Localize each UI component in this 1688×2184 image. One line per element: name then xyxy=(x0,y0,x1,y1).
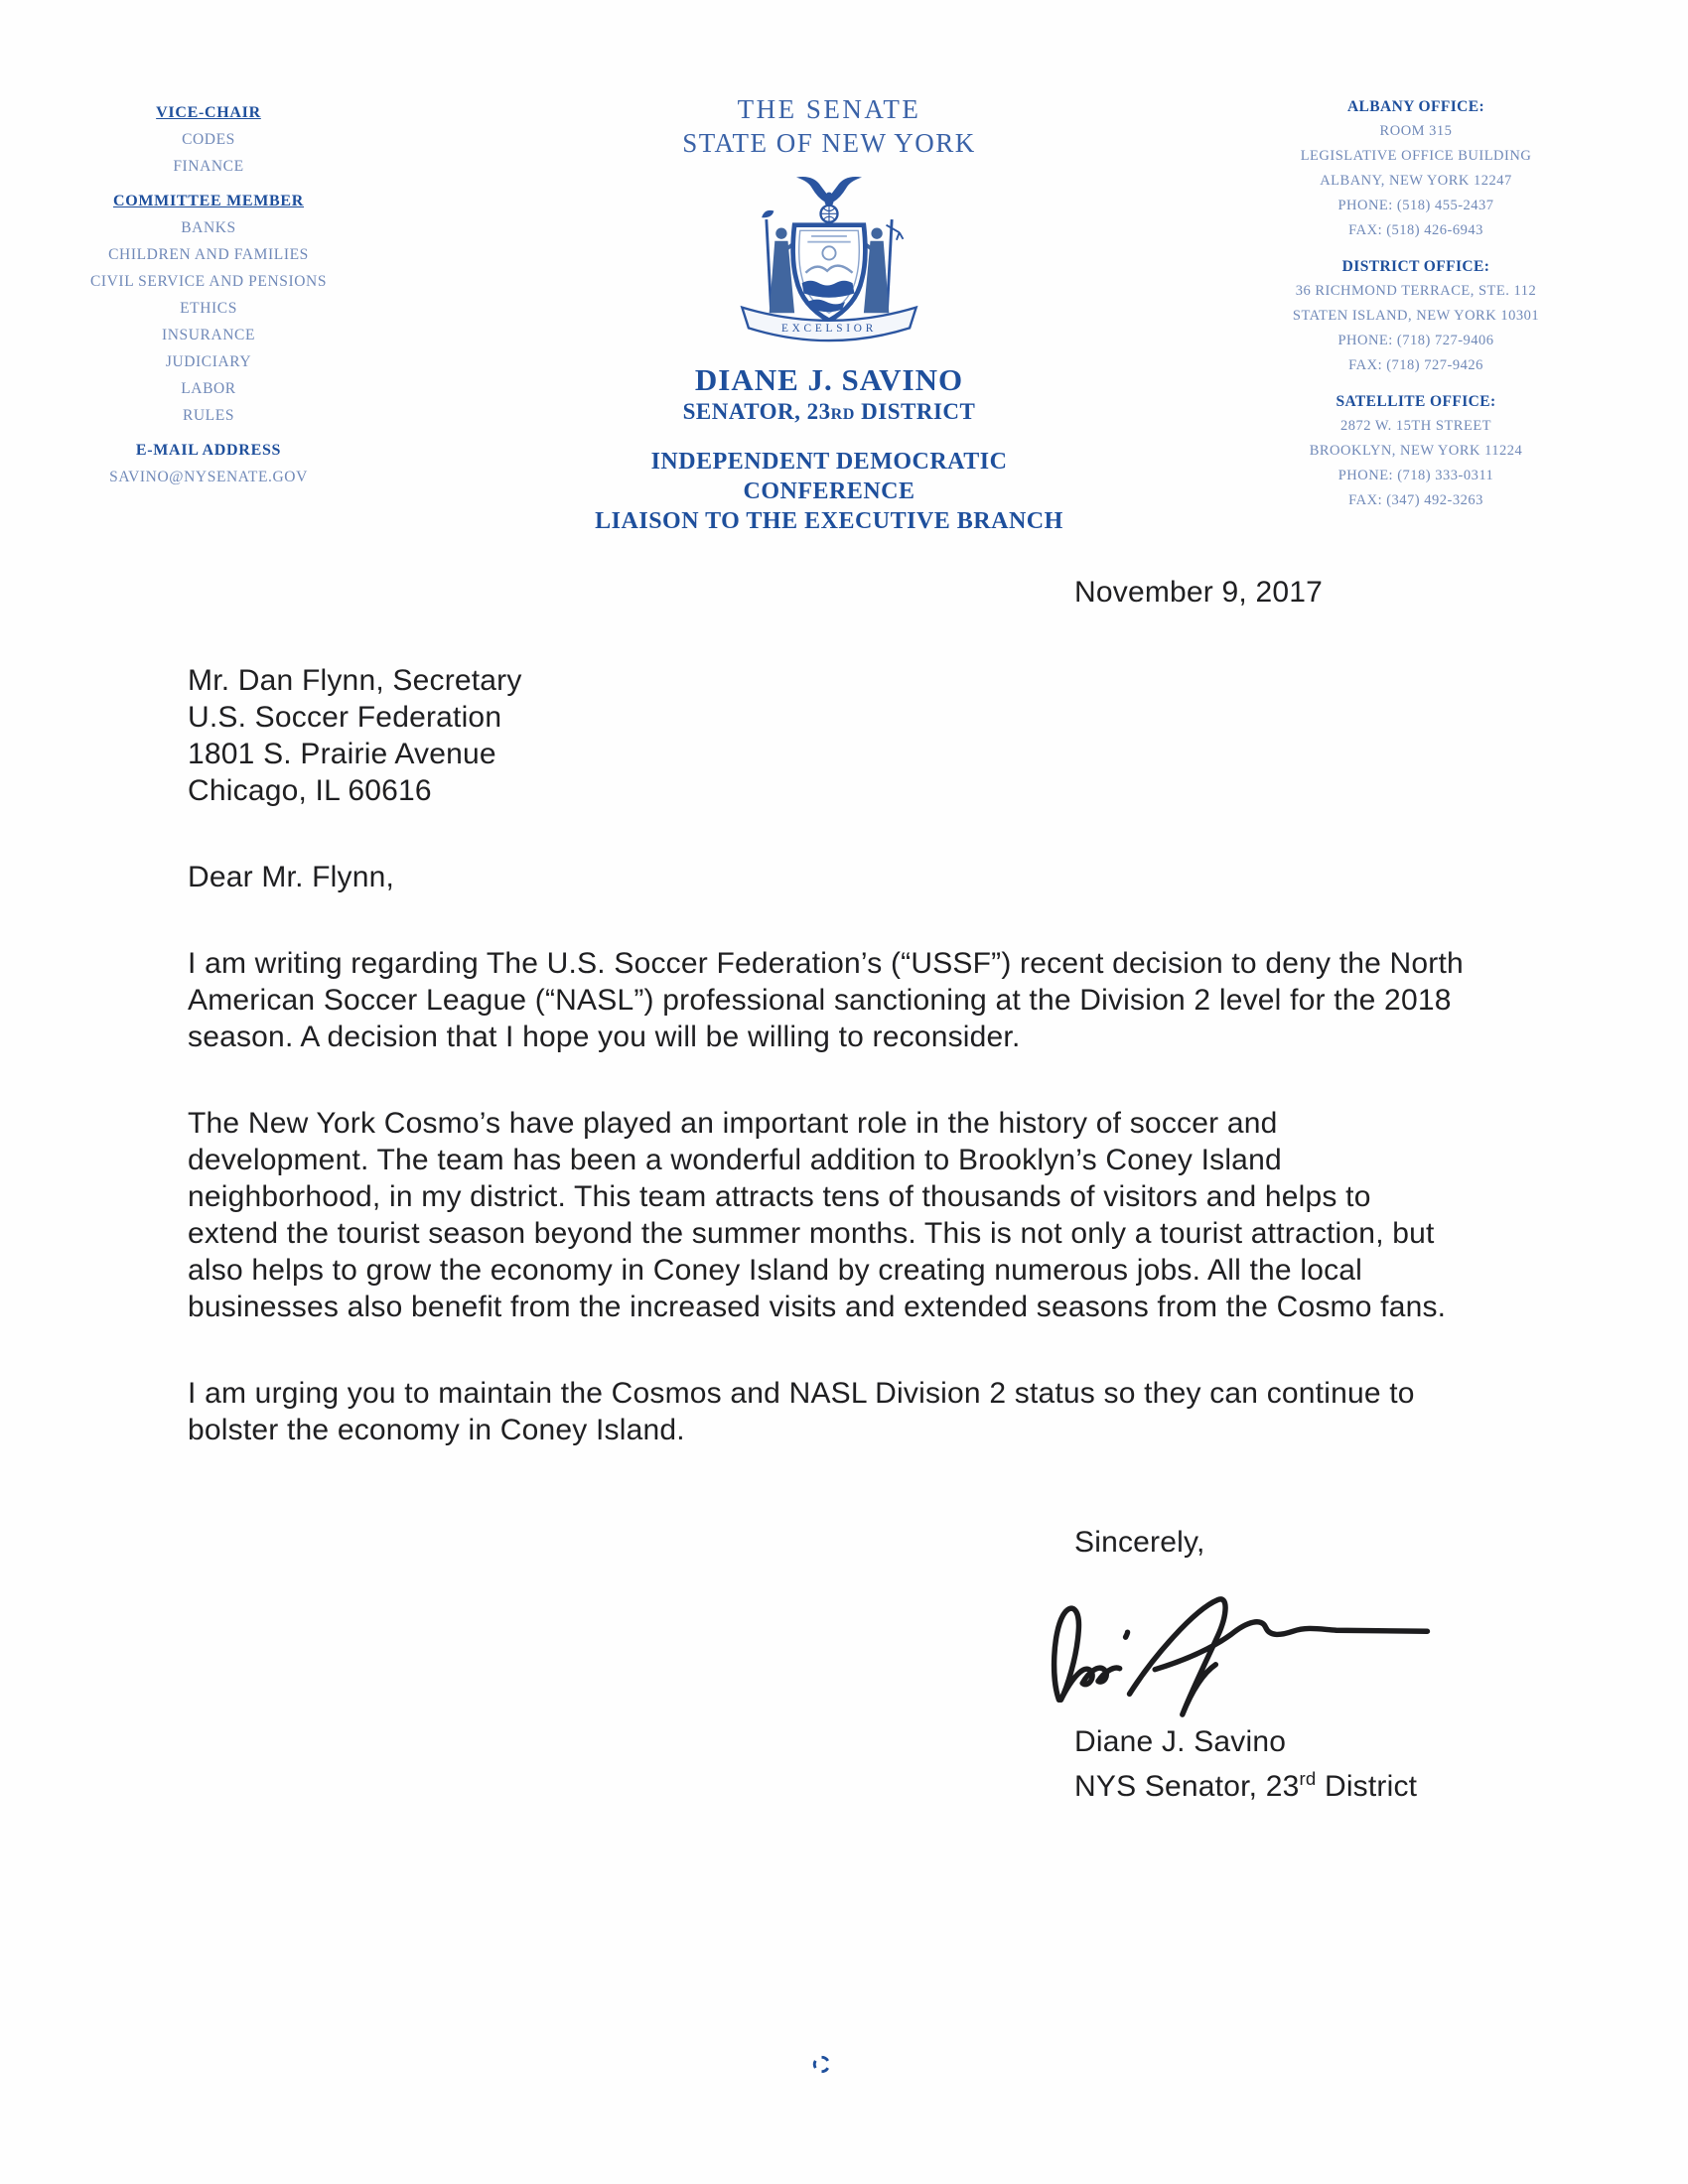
title-ordinal: rd xyxy=(1299,1768,1317,1789)
office-line: 2872 W. 15TH STREET xyxy=(1339,418,1492,434)
title-suffix: District xyxy=(1316,1770,1418,1803)
office-line: ROOM 315 xyxy=(1379,123,1453,139)
committee-item: FINANCE xyxy=(173,158,244,175)
title-prefix: NYS Senator, 23 xyxy=(1074,1770,1300,1803)
committee-item: BANKS xyxy=(181,219,236,236)
paragraph-3: I am urging you to maintain the Cosmos and NASL Division 2 status so they can continue to bolster the economy in Coney Island. xyxy=(188,1377,1415,1446)
committee-item: CHILDREN AND FAMILIES xyxy=(108,246,309,263)
signature-name: Diane J. Savino xyxy=(1074,1725,1287,1758)
paragraph-1: I am writing regarding The U.S. Soccer Federation’s (“USSF”) recent decision to deny the North American Soccer League (“NASL”) professional sanctioning at the Division 2 level for the 2018 season. A decision that I hope you will be willing to reconsider. xyxy=(188,947,1464,1053)
office-line: STATEN ISLAND, NEW YORK 10301 xyxy=(1292,308,1540,324)
handwritten-signature xyxy=(1033,1574,1450,1721)
district-office-block xyxy=(1249,254,1583,378)
albany-office-block xyxy=(1249,94,1583,243)
office-heading: DISTRICT OFFICE: xyxy=(1341,258,1490,275)
committee-member-heading: COMMITTEE MEMBER xyxy=(112,193,305,209)
office-line: FAX: (347) 492-3263 xyxy=(1348,492,1483,508)
recipient-line: Mr. Dan Flynn, Secretary xyxy=(188,664,522,697)
office-line: LEGISLATIVE OFFICE BUILDING xyxy=(1300,148,1532,164)
recipient-line: 1801 S. Prairie Avenue xyxy=(188,738,496,770)
senator-district-line xyxy=(584,398,1074,429)
senate-title: THE SENATE xyxy=(737,94,921,124)
committee-item: LABOR xyxy=(181,380,236,397)
office-line: 36 RICHMOND TERRACE, STE. 112 xyxy=(1295,283,1537,299)
shield xyxy=(793,225,866,321)
office-heading: SATELLITE OFFICE: xyxy=(1336,393,1496,410)
committee-item: ETHICS xyxy=(180,300,237,317)
office-line: FAX: (718) 727-9426 xyxy=(1348,357,1483,373)
state-title: STATE OF NEW YORK xyxy=(682,128,976,158)
district-prefix: SENATOR, 23 xyxy=(682,399,831,424)
justice-figure xyxy=(861,219,903,313)
committee-item: CIVIL SERVICE AND PENSIONS xyxy=(89,273,328,290)
district-ordinal: RD xyxy=(830,406,855,423)
office-line: PHONE: (718) 727-9406 xyxy=(1337,333,1494,348)
letter-date: November 9, 2017 xyxy=(1074,576,1324,609)
conference-line: INDEPENDENT DEMOCRATIC CONFERENCE xyxy=(650,449,1008,504)
letter-body xyxy=(188,574,1464,1805)
liaison-line: LIAISON TO THE EXECUTIVE BRANCH xyxy=(595,508,1063,534)
recipient-address xyxy=(188,662,1464,809)
eagle-icon xyxy=(796,177,862,222)
office-line: BROOKLYN, NEW YORK 11224 xyxy=(1309,443,1523,459)
seal-motto-text: EXCELSIOR xyxy=(780,323,878,336)
paragraph-2: The New York Cosmo’s have played an important role in the history of soccer and development. The team has been a wonderful addition to Brooklyn’s Coney Island neighborhood, in my district. This team attracts tens of thousands of visitors and helps to extend the tourist season beyond the summer months. This is not only a tourist attraction, but also helps to grow the economy in Coney Island by creating numerous jobs. All the local businesses also benefit from the increased visits and extended seasons from the Cosmo fans. xyxy=(188,1107,1447,1323)
office-heading: ALBANY OFFICE: xyxy=(1346,98,1485,115)
closing-block xyxy=(1074,1524,1464,1805)
letterhead-center xyxy=(584,93,1074,536)
signature-title xyxy=(1074,1760,1464,1805)
closing-word: Sincerely, xyxy=(1074,1526,1205,1559)
office-line: PHONE: (518) 455-2437 xyxy=(1337,198,1494,213)
salutation: Dear Mr. Flynn, xyxy=(188,861,395,893)
vice-chair-heading: VICE-CHAIR xyxy=(156,104,261,121)
office-line: FAX: (518) 426-6943 xyxy=(1348,222,1483,238)
recipient-line: Chicago, IL 60616 xyxy=(188,774,432,807)
email-address: SAVINO@NYSENATE.GOV xyxy=(109,469,308,485)
office-list xyxy=(1249,94,1583,524)
ny-state-coat-of-arms-icon xyxy=(731,167,927,354)
office-line: PHONE: (718) 333-0311 xyxy=(1337,468,1494,483)
committee-item: INSURANCE xyxy=(161,327,256,343)
committee-item: CODES xyxy=(182,131,235,148)
recycle-icon xyxy=(810,2053,833,2076)
committee-item: RULES xyxy=(182,407,235,424)
senator-name: DIANE J. SAVINO xyxy=(694,362,964,397)
email-address-heading: E-MAIL ADDRESS xyxy=(135,442,282,459)
office-line: ALBANY, NEW YORK 12247 xyxy=(1320,173,1512,189)
committee-item: JUDICIARY xyxy=(165,353,252,370)
satellite-office-block xyxy=(1249,389,1583,513)
district-suffix: DISTRICT xyxy=(854,399,976,424)
committee-list xyxy=(52,91,365,490)
recipient-line: U.S. Soccer Federation xyxy=(188,701,502,734)
